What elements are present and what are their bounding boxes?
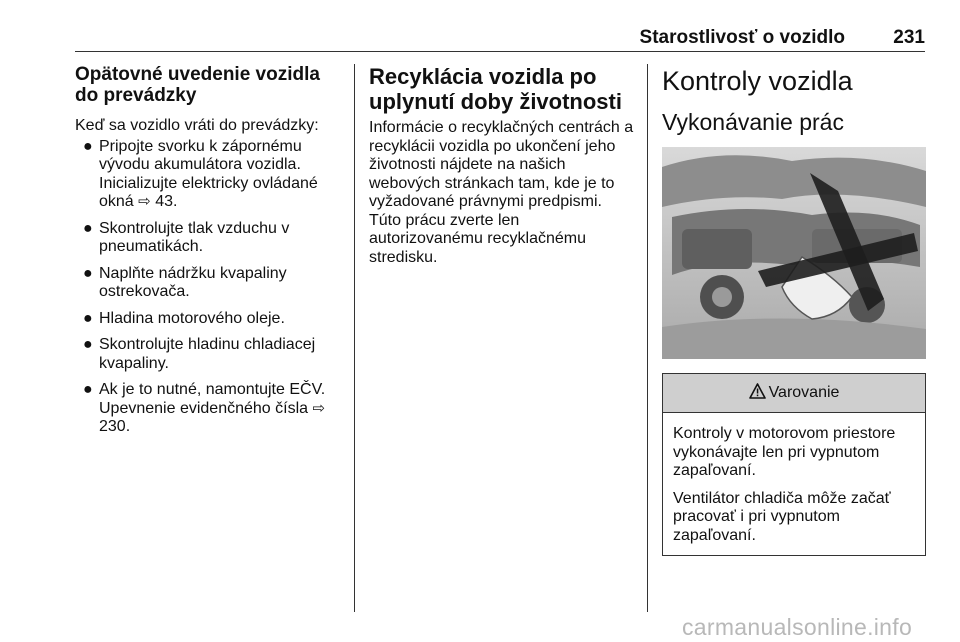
bullet-text: Skontrolujte hladinu chladiacej kvapaliny.: [99, 336, 316, 372]
header-title: Starostlivosť o vozidlo: [639, 27, 845, 48]
column-recycling: [369, 64, 637, 267]
intro-text: Keď sa vozidlo vráti do prevádzky:: [75, 117, 319, 134]
warning-paragraph-1: Kontroly v motorovom priestore vykonávajte len pri vypnutom zapaľovaní.: [673, 425, 896, 479]
warning-title: Varovanie: [768, 384, 840, 401]
engine-bay-illustration: [662, 147, 926, 359]
warning-box: [662, 373, 926, 556]
section-heading-checks: Kontroly vozidla: [662, 66, 853, 96]
watermark-text: carmanualsonline.info: [682, 614, 913, 640]
bullet-item: [75, 310, 345, 329]
bullet-item: [75, 336, 345, 373]
column-divider-1: [354, 64, 355, 612]
subheading-work: Vykonávanie prác: [662, 109, 844, 135]
warning-body: [663, 413, 925, 555]
bullet-text: Ak je to nutné, namontujte EČV. Upevnenie evidenčného čísla: [99, 381, 326, 417]
page-reference-arrow-icon: ⇨: [312, 399, 326, 417]
recycling-text: Informácie o recyklačných centrách a recyklácii vozidla po ukončení jeho životnosti nájdete na našich webových stránkach tam, kde je to vyžadované právnymi predpismi. Túto prácu zverte len autorizovanému recyklačnému stredisku.: [369, 119, 634, 266]
warning-header: [663, 374, 925, 413]
bullet-text: Hladina motorového oleje.: [99, 309, 285, 327]
engine-bay-photo: [662, 147, 926, 359]
page-reference-link[interactable]: 230.: [99, 418, 131, 435]
bullet-text: Skontrolujte tlak vzduchu v pneumatikách.: [99, 219, 290, 255]
bullet-item: [75, 265, 345, 302]
header-rule: [75, 51, 925, 52]
column-vehicle-checks: [662, 64, 926, 556]
bullet-text: Naplňte nádržku kvapaliny ostrekovača.: [99, 264, 287, 300]
warning-triangle-icon: [749, 376, 766, 414]
page-reference-arrow-icon: ⇨: [138, 193, 151, 210]
warning-paragraph-2: Ventilátor chladiča môže začať pracovať i pri vypnutom zapaľovaní.: [673, 489, 891, 544]
bullet-dot-icon: ●: [83, 264, 93, 282]
bullet-list: [75, 138, 345, 437]
bullet-dot-icon: ●: [83, 309, 93, 327]
section-heading-reactivation: Opätovné uvedenie vozidla do prevádzky: [75, 64, 320, 106]
bullet-text: Pripojte svorku k zápornému vývodu akumulátora vozidla. Inicializujte elektricky ovládané okná: [99, 137, 318, 210]
page-reference-link[interactable]: 43.: [155, 193, 178, 210]
bullet-dot-icon: ●: [83, 381, 93, 398]
bullet-dot-icon: ●: [83, 219, 93, 237]
column-divider-2: [647, 64, 648, 612]
section-heading-recycling: Recyklácia vozidla po uplynutí doby životnosti: [369, 64, 622, 114]
bullet-item: [75, 138, 345, 212]
bullet-item: [75, 220, 345, 257]
bullet-dot-icon: ●: [83, 336, 93, 353]
page-header: [75, 27, 925, 51]
column-reactivation: [75, 64, 345, 445]
bullet-dot-icon: ●: [83, 137, 93, 155]
bullet-item: [75, 381, 345, 437]
page-number: 231: [893, 27, 925, 48]
